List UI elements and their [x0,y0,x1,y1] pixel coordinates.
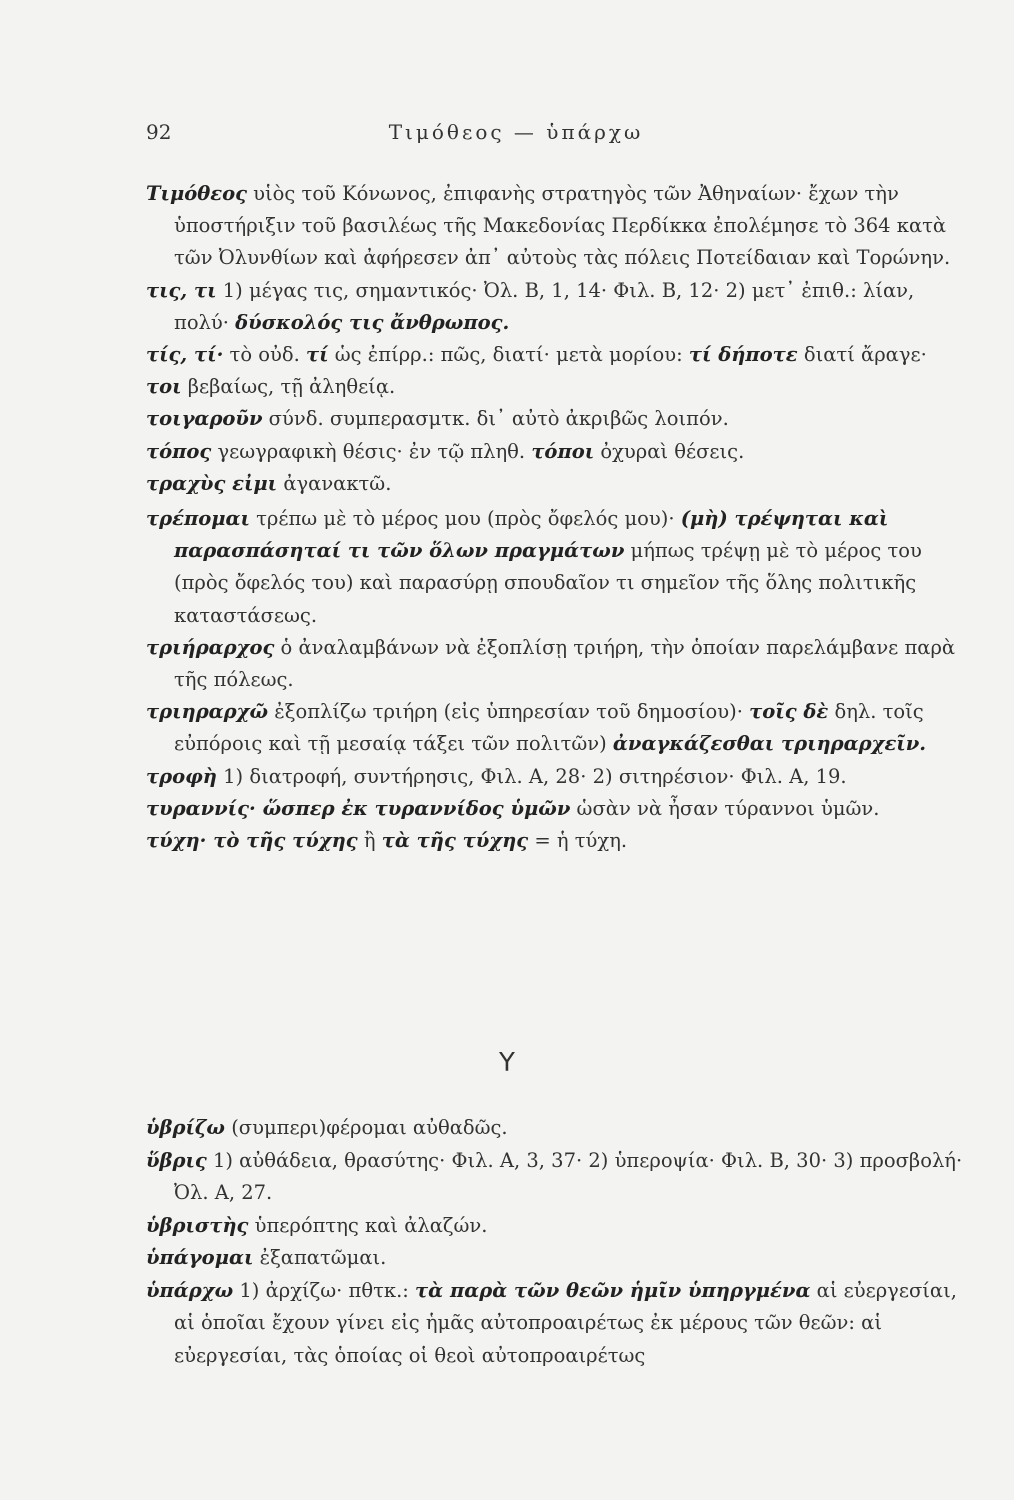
entry-hypagomai: ὑπάγομαι ἐξαπατῶμαι. [146,1246,387,1269]
entry-topos: τόπος γεωγραφικὴ θέσις· ἐν τῷ πληθ. τόποι ὀχυραὶ θέσεις. [146,439,745,463]
entry-trachys: τραχὺς εἰμι ἀγανακτῶ. [146,471,392,495]
entry-hybrizo: ὑβρίζω (συμπερι)φέρομαι αὐθαδῶς. [146,1116,508,1139]
entry-hybris: ὕβρις 1) αὐθάδεια, θρασύτης· Φιλ. Α, 3, 37· 2) ὑπεροψία· Φιλ. Β, 30· 3) προσβολή· Ὀλ. Α, 27. [146,1148,963,1204]
entries-y [146,1112,966,1372]
entry-tyrannis: τυραννίς· ὥσπερ ἐκ τυραννίδος ὑμῶν ὡσὰν νὰ ἦσαν τύραννοι ὑμῶν. [146,796,880,820]
entry-tis-interrogative: τίς, τί· τὸ οὐδ. τί ὡς ἐπίρρ.: πῶς, διατί· μετὰ μορίου: τί δήποτε διατί ἄραγε· [146,343,927,367]
entry-trepomai: τρέπομαι τρέπω μὲ τὸ μέρος μου (πρὸς ὄφελός μου)· (μὴ) τρέψηται καὶ παρασπάσηταί τι τῶν ὅλων πραγμάτων μήπως τρέψῃ μὲ τὸ μέρος του (πρὸς ὄφελός του) καὶ παρασύρῃ σπουδαῖον τι σημεῖον τῆς ὅλης πολιτικῆς καταστάσεως. [146,507,922,627]
running-title: Τιμόθεος — ὑπάρχω [388,120,644,144]
entry-trierarcho: τριηραρχῶ ἐξοπλίζω τριήρη (εἰς ὑπηρεσίαν τοῦ δημοσίου)· τοῖς δὲ δηλ. τοῖς εὐπόροις καὶ τῇ μεσαίᾳ τάξει τῶν πολιτῶν) ἀναγκάζεσθαι τριηραρχεῖν. [146,700,927,756]
entry-tis: τις, τι 1) μέγας τις, σημαντικός· Ὀλ. Β, 1, 14· Φιλ. Β, 12· 2) μετ᾽ ἐπιθ.: λίαν, πολύ· δύσκολός τις ἄνθρωπος. [146,278,915,334]
section-letter: Υ [499,1048,515,1078]
entry-toi: τοι βεβαίως, τῇ ἀληθείᾳ. [146,375,396,399]
page-number: 92 [146,120,172,144]
page-header [146,120,886,150]
entries-t [146,178,966,857]
entry-hybristes: ὑβριστὴς ὑπερόπτης καὶ ἀλαζών. [146,1213,488,1237]
entry-trophe: τροφὴ 1) διατροφή, συντήρησις, Φιλ. Α, 28· 2) σιτηρέσιον· Φιλ. Α, 19. [146,764,847,788]
entry-tyche: τύχη· τὸ τῆς τύχης ἢ τὰ τῆς τύχης = ἡ τύχη. [146,829,628,853]
entry-timotheos: Τιμόθεος υἱὸς τοῦ Κόνωνος, ἐπιφανὴς στρατηγὸς τῶν Ἀθηναίων· ἔχων τὴν ὑποστήριξιν τοῦ βασιλέως τῆς Μακεδονίας Περδίκκα ἐπολέμησε τὸ 364 κατὰ τῶν Ὀλυνθίων καὶ ἀφήρεσεν ἀπ᾽ αὐτοὺς τὰς πόλεις Ποτείδαιαν καὶ Τορώνην. [146,182,951,270]
entry-trierarchos: τριήραρχος ὁ ἀναλαμβάνων νὰ ἐξοπλίσῃ τριήρη, τὴν ὁποίαν παρελάμβανε παρὰ τῆς πόλεως. [146,635,956,692]
entry-hyparcho: ὑπάρχω 1) ἀρχίζω· πθτκ.: τὰ παρὰ τῶν θεῶν ἡμῖν ὑπηργμένα αἱ εὐεργεσίαι, αἱ ὁποῖαι ἔχουν γίνει εἰς ἡμᾶς αὐτοπροαιρέτως ἐκ μέρους τῶν θεῶν: αἱ εὐεργεσίαι, τὰς ὁποίας οἱ θεοὶ αὐτοπροαιρέτως [146,1278,957,1367]
entry-toigaroun: τοιγαροῦν σύνδ. συμπερασμτκ. δι᾽ αὐτὸ ἀκριβῶς λοιπόν. [146,407,729,431]
